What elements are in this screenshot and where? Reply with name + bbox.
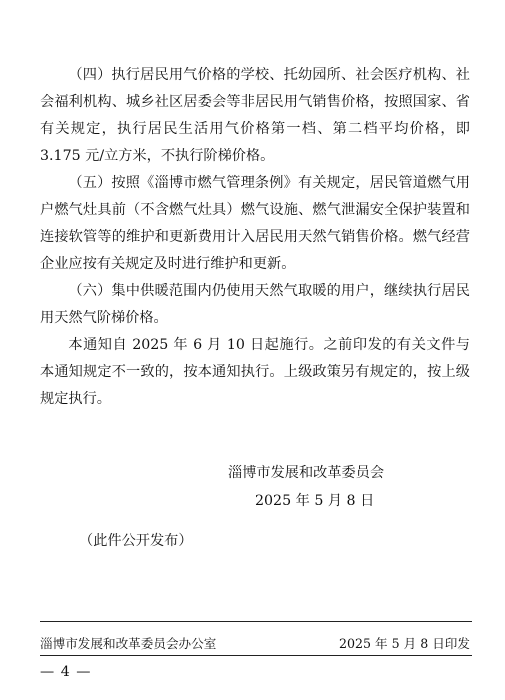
footer-print-date: 2025 年 5 月 8 日印发 bbox=[338, 636, 470, 651]
footer-top-rule bbox=[40, 621, 472, 622]
publication-note: （此件公开发布） bbox=[79, 533, 193, 549]
page-number: — 4 — bbox=[40, 664, 92, 680]
issue-date: 2025 年 5 月 8 日 bbox=[255, 493, 375, 509]
paragraph-item-4: （四）执行居民用气价格的学校、托幼园所、社会医疗机构、社会福利机构、城乡社区居委会等非居民用气销售价格，按照国家、省有关规定，执行居民生活用气价格第一档、第二档平均价格，即 3.175 元/立方米，不执行阶梯价格。 bbox=[40, 67, 470, 164]
footer-office: 淄博市发展和改革委员会办公室 bbox=[40, 636, 217, 651]
paragraph-item-6: （六）集中供暖范围内仍使用天然气取暖的用户，继续执行居民用天然气阶梯价格。 bbox=[40, 283, 470, 326]
paragraph-item-5: （五）按照《淄博市燃气管理条例》有关规定，居民管道燃气用户燃气灶具前（不含燃气灶具）燃气设施、燃气泄漏安全保护装置和连接软管等的维护和更新费用计入居民用天然气销售价格。燃气经营企业应按有关规定及时进行维护和更新。 bbox=[40, 175, 470, 272]
footer-bottom-rule bbox=[40, 655, 472, 656]
issuer-name: 淄博市发展和改革委员会 bbox=[228, 465, 385, 481]
paragraph-effective-date: 本通知自 2025 年 6 月 10 日起施行。之前印发的有关文件与本通知规定不一致的，按本通知执行。上级政策另有规定的，按上级规定执行。 bbox=[40, 337, 470, 407]
